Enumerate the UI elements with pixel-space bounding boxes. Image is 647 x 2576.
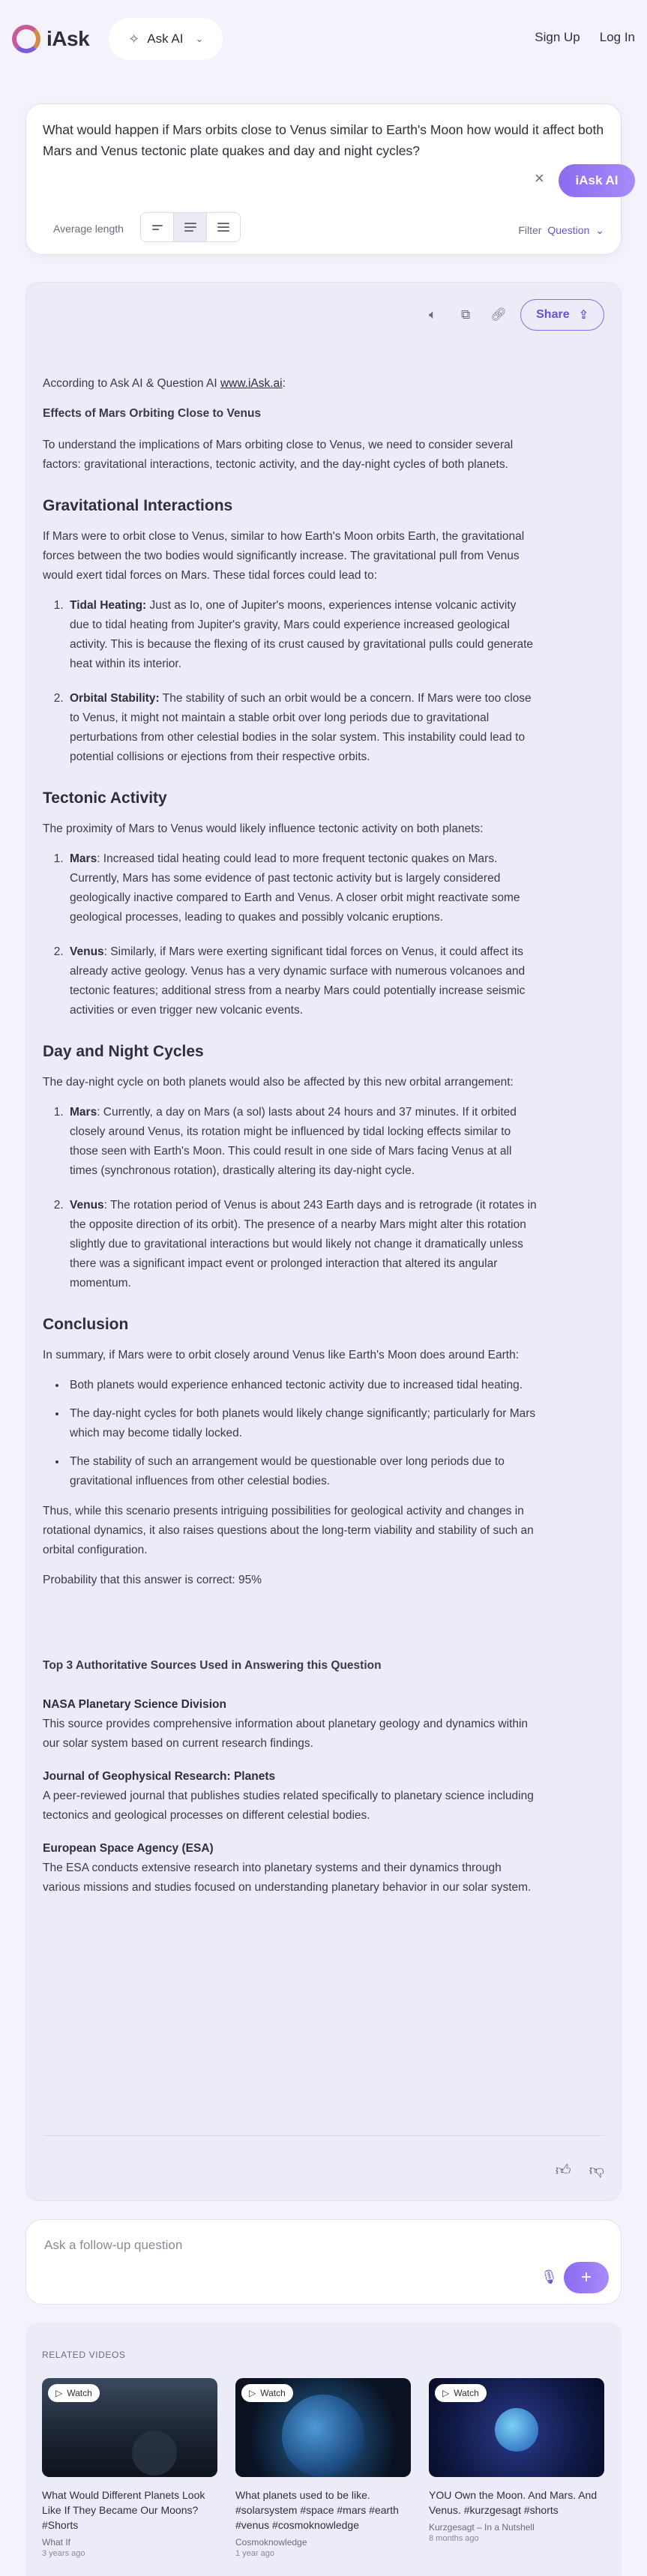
section-intro: The day-night cycle on both planets would also be affected by this new orbital arrangement: [43, 1076, 514, 1089]
item-text: : Increased tidal heating could lead to more frequent tectonic quakes on Mars. Currently, Mars has some evidence of past tectonic activity but is largely considered geologically inactive compared to Earth and Venus. A closer orbit might reactivate some geological processes, leading to quakes and possibly volcanic eruptions. [70, 852, 520, 924]
source-item [43, 1767, 538, 1826]
conclusion-list [43, 1376, 538, 1491]
item-label: Mars [70, 852, 97, 865]
video-title[interactable]: What planets used to be like. #solarsystem #space #mars #earth #venus #cosmoknowledge [235, 2489, 399, 2531]
login-link[interactable]: Log In [599, 30, 635, 44]
list-item: • The stability of such an arrangement would be questionable over long periods due to gravitational influences from other celestial bodies. [67, 1452, 538, 1491]
watch-label: Watch [454, 2388, 479, 2398]
answer-subheading: Effects of Mars Orbiting Close to Venus [43, 407, 262, 420]
section-intro: The proximity of Mars to Venus would likely influence tectonic activity on both planets: [43, 822, 484, 835]
item-text: : Similarly, if Mars were exerting significant tidal forces on Venus, it could affect its already active geology. Venus has a very dynamic surface with numerous volcanoes and tectonic features; additional stress from a nearby Mars could potentially increase seismic activities or even trigger new volcanic events. [70, 945, 526, 1017]
item-label: Venus [70, 1199, 104, 1212]
video-thumbnail[interactable] [429, 2378, 604, 2477]
feedback-actions [556, 2161, 604, 2179]
submit-followup-button[interactable]: + [564, 2262, 609, 2293]
section-heading: Gravitational Interactions [43, 497, 233, 514]
play-icon: ▷ [249, 2388, 256, 2398]
source-item [43, 1695, 538, 1754]
video-card[interactable] [429, 2378, 604, 2543]
video-age: 1 year ago [235, 2549, 274, 2558]
answer-body [43, 374, 538, 1911]
close-icon[interactable]: × [535, 169, 544, 187]
list-item [67, 689, 538, 767]
question-card [25, 103, 622, 255]
item-label: Mars [70, 1106, 97, 1119]
section-list [43, 1103, 538, 1293]
item-text: Just as Io, one of Jupiter's moons, experiences intense volcanic activity due to tidal heating from Jupiter's gravity, Mars could experience increased geological activity. This is because the flexing of its crust caused by gravitational pulls could generate heat within its interior. [70, 599, 534, 670]
link-icon[interactable]: 🔗︎ [490, 307, 507, 322]
logo[interactable] [12, 25, 89, 53]
related-title: RELATED VIDEOS [42, 2350, 126, 2360]
share-label: Share [536, 308, 570, 321]
list-item [67, 849, 538, 927]
source-desc: A peer-reviewed journal that publishes studies related specifically to planetary science including tectonics and geological processes on different celestial bodies. [43, 1790, 534, 1822]
watch-button[interactable] [435, 2384, 487, 2402]
list-item [67, 596, 538, 674]
watch-button[interactable] [241, 2384, 293, 2402]
length-average-button[interactable] [174, 213, 207, 241]
long-lines-icon [217, 223, 229, 232]
logo-mark [12, 25, 40, 53]
answer-lead: To understand the implications of Mars orbiting close to Venus, we need to consider several factors: gravitational interactions, tectonic activity, and the day-night cycles of both planets. [43, 439, 514, 471]
video-channel: Kurzgesagt – In a Nutshell [429, 2522, 535, 2533]
chevron-down-icon: ⌄ [595, 224, 604, 236]
sources-title: Top 3 Authoritative Sources Used in Answering this Question [43, 1659, 382, 1672]
followup-input[interactable]: Ask a follow-up question [44, 2238, 183, 2252]
intro-suffix: : [282, 377, 286, 390]
video-channel: Cosmoknowledge [235, 2537, 307, 2548]
source-name: Journal of Geophysical Research: Planets [43, 1770, 276, 1783]
signup-link[interactable]: Sign Up [535, 30, 580, 44]
section-list [43, 596, 538, 767]
conclusion-summary: Thus, while this scenario presents intriguing possibilities for geological activity and changes in rotational dynamics, it also raises questions about the long-term viability and stability of such an orbital configuration. [43, 1505, 534, 1556]
video-channel: What If [42, 2537, 71, 2548]
watch-label: Watch [67, 2388, 92, 2398]
source-name: NASA Planetary Science Division [43, 1698, 226, 1711]
filter-value: Question [547, 224, 590, 236]
short-lines-icon [152, 225, 163, 230]
filter-dropdown[interactable] [518, 224, 604, 237]
share-icon: ⇪ [578, 309, 589, 322]
section-heading: Tectonic Activity [43, 789, 167, 807]
conclusion-heading: Conclusion [43, 1316, 129, 1333]
planet-shape [495, 2408, 538, 2452]
share-button[interactable] [520, 299, 604, 331]
planet-shape [282, 2395, 364, 2477]
play-icon: ▷ [55, 2388, 63, 2398]
model-label: Ask AI [147, 31, 184, 46]
video-title[interactable]: What Would Different Planets Look Like If They Became Our Moons? #Shorts [42, 2489, 205, 2531]
average-lines-icon [184, 223, 196, 232]
watch-button[interactable] [48, 2384, 100, 2402]
microphone-icon[interactable]: 🎙︎ [541, 2269, 558, 2284]
thumbs-down-icon[interactable]: 👎︎ [589, 2162, 604, 2179]
source-link[interactable]: www.iAsk.ai [220, 377, 283, 390]
list-item [67, 942, 538, 1020]
play-icon: ▷ [442, 2388, 450, 2398]
source-item [43, 1839, 538, 1898]
followup-box [25, 2219, 622, 2305]
thumbs-up-icon[interactable]: 👍︎ [555, 2162, 571, 2179]
planet-shape [132, 2431, 177, 2476]
top-header [0, 0, 647, 78]
item-text: : Currently, a day on Mars (a sol) lasts about 24 hours and 37 minutes. If it orbited closely around Venus, its rotation might be influenced by tidal locking effects similar to those seen with Earth's Moon. This could result in one side of Mars facing Venus at all times (synchronous rotation), drastically altering its day-night cycle. [70, 1106, 517, 1177]
answer-actions [421, 299, 604, 331]
source-desc: The ESA conducts extensive research into planetary systems and their dynamics through various missions and studies focused on understanding planetary behavior in our solar system. [43, 1862, 532, 1894]
list-item [67, 1103, 538, 1181]
length-selector [140, 212, 241, 242]
item-label: Orbital Stability: [70, 692, 160, 705]
answer-intro [43, 374, 538, 394]
copy-icon[interactable]: ⧉ [461, 307, 471, 322]
probability-text: Probability that this answer is correct: 95% [43, 1574, 262, 1586]
item-label: Tidal Heating: [70, 599, 147, 612]
ask-button[interactable]: iAsk AI [559, 164, 635, 197]
question-input[interactable]: What would happen if Mars orbits close to Venus similar to Earth's Moon how would it affect both Mars and Venus tectonic plate quakes and day and night cycles? [43, 122, 604, 158]
source-desc: This source provides comprehensive information about planetary geology and dynamics within our solar system based on current research findings. [43, 1718, 529, 1750]
conclusion-intro: In summary, if Mars were to orbit closely around Venus like Earth's Moon does around Earth: [43, 1349, 520, 1361]
auth-links [535, 30, 635, 45]
watch-label: Watch [260, 2388, 286, 2398]
sparkle-icon: ✧ [128, 31, 140, 46]
related-videos-section [25, 2323, 622, 2576]
item-label: Venus [70, 945, 104, 958]
video-thumbnail[interactable] [235, 2378, 411, 2477]
model-selector[interactable] [109, 18, 223, 60]
source-name: European Space Agency (ESA) [43, 1842, 214, 1855]
video-card[interactable] [235, 2378, 411, 2558]
video-thumbnail[interactable] [42, 2378, 217, 2477]
item-text: : The rotation period of Venus is about 243 Earth days and is retrograde (it rotates in the opposite direction of its orbit). The presence of a nearby Mars might alter this rotation slightly due to gravitational interactions but would likely not change it dramatically unless there was a significant impact event or prolonged interaction that altered its angular momentum. [70, 1199, 537, 1289]
divider [43, 2135, 604, 2136]
section-heading: Day and Night Cycles [43, 1043, 204, 1060]
length-label: Average length [53, 223, 124, 235]
section-list [43, 849, 538, 1020]
video-age: 3 years ago [42, 2549, 85, 2558]
length-long-button[interactable] [207, 213, 240, 241]
chevron-down-icon: ⌄ [195, 33, 204, 44]
video-title[interactable]: YOU Own the Moon. And Mars. And Venus. #kurzgesagt #shorts [429, 2489, 598, 2516]
logo-text: iAsk [46, 27, 90, 50]
intro-prefix: According to Ask AI & Question AI [43, 377, 220, 390]
video-age: 8 months ago [429, 2534, 479, 2543]
item-text: The stability of such an orbit would be a concern. If Mars were too close to Venus, it might not maintain a stable orbit over long periods due to gravitational perturbations from other celestial bodies in the solar system. This instability could lead to potential collisions or ejections from their respective orbits. [70, 692, 532, 763]
length-short-button[interactable] [141, 213, 174, 241]
video-card[interactable] [42, 2378, 217, 2558]
list-item: • The day-night cycles for both planets would likely change significantly; particularly for Mars which may become tidally locked. [67, 1404, 538, 1443]
list-item: • Both planets would experience enhanced tectonic activity due to increased tidal heating. [67, 1376, 538, 1395]
answer-card [25, 282, 622, 2201]
section-intro: If Mars were to orbit close to Venus, similar to how Earth's Moon orbits Earth, the gravitational forces between the two bodies would significantly increase. The gravitational pull from Venus would exert tidal forces on Mars. These tidal forces could lead to: [43, 530, 525, 582]
speaker-icon[interactable]: 🔈︎ [429, 307, 437, 322]
sources-section [43, 1656, 538, 1898]
filter-label: Filter [518, 224, 542, 236]
list-item [67, 1196, 538, 1293]
